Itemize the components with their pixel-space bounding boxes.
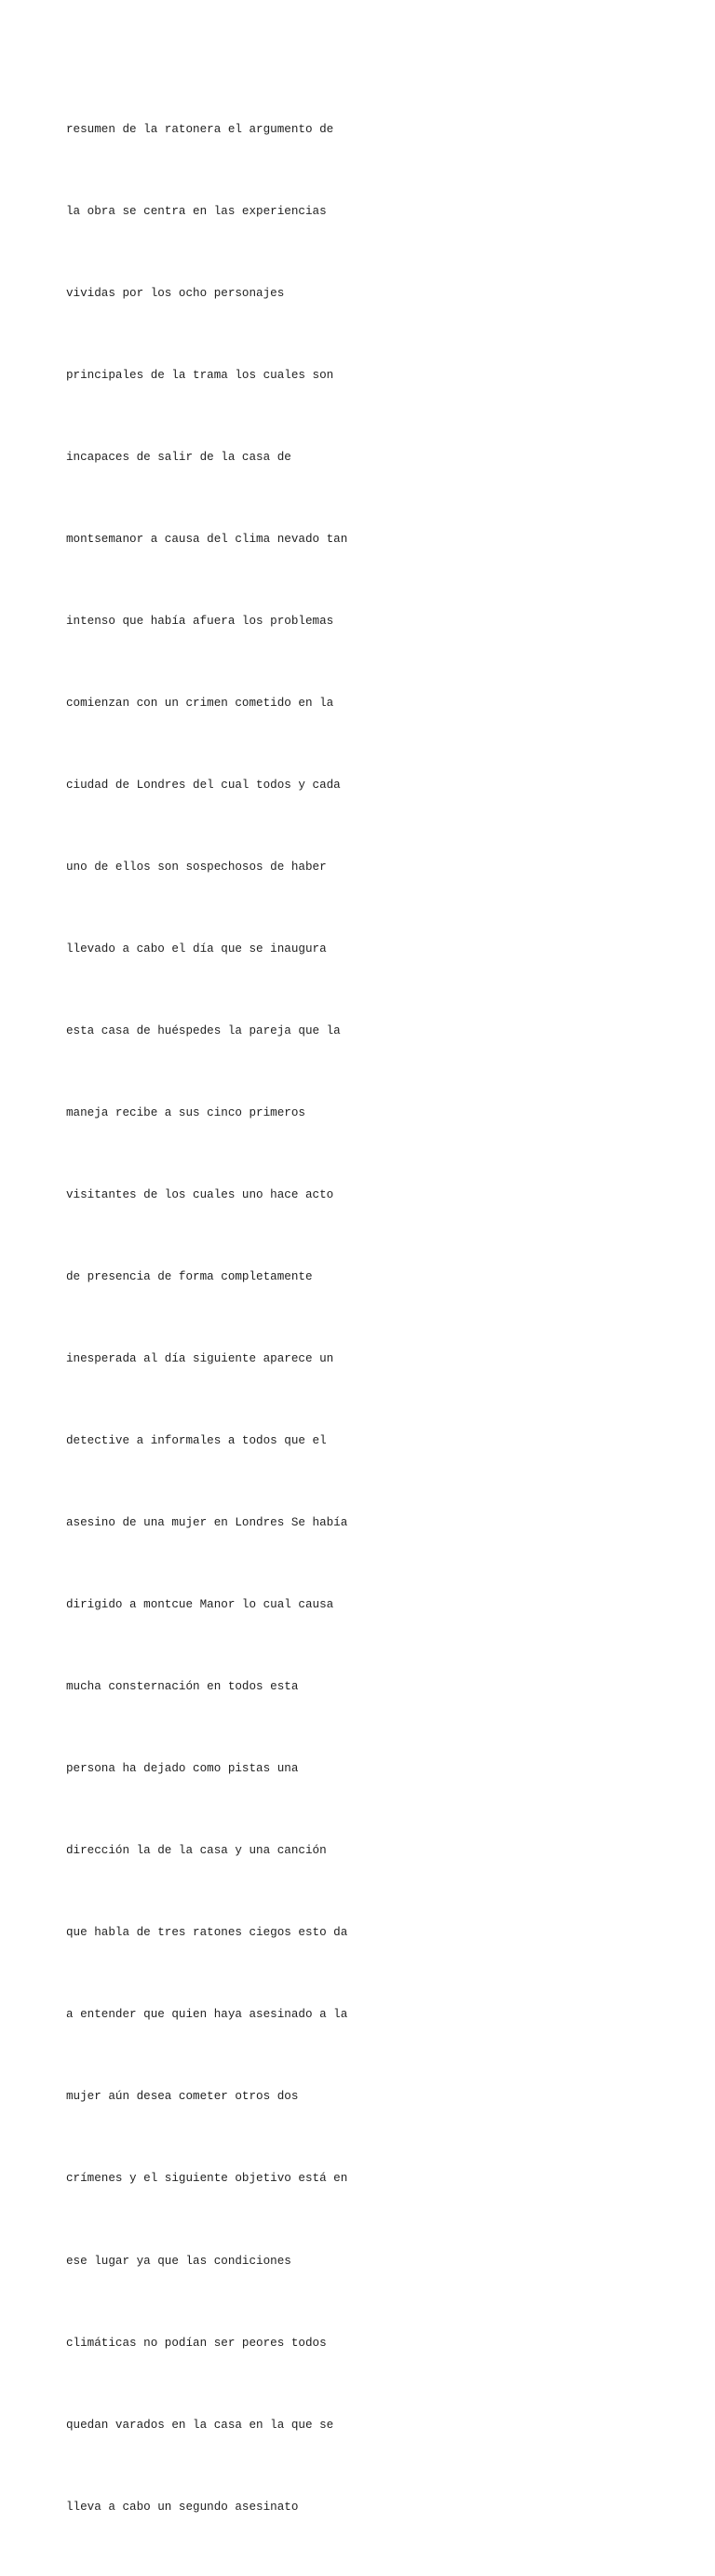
text-line: resumen de la ratonera el argumento de: [66, 122, 334, 136]
text-line: intenso que había afuera los problemas: [66, 614, 334, 628]
text-line: detective a informales a todos que el: [66, 1434, 327, 1448]
text-line: esta casa de huéspedes la pareja que la: [66, 1024, 341, 1038]
text-line: ese lugar ya que las condiciones: [66, 2254, 291, 2268]
text-line: mucha consternación en todos esta: [66, 1680, 299, 1694]
text-line: dirigido a montcue Manor lo cual causa: [66, 1598, 334, 1612]
text-line: dirección la de la casa y una canción: [66, 1844, 327, 1858]
text-line: montsemanor a causa del clima nevado tan: [66, 532, 348, 546]
text-line: maneja recibe a sus cinco primeros: [66, 1106, 305, 1120]
text-line: quedan varados en la casa en la que se: [66, 2418, 334, 2432]
text-line: de presencia de forma completamente: [66, 1270, 313, 1284]
text-line: la obra se centra en las experiencias: [66, 204, 327, 218]
document-body-text: [66, 61, 662, 2576]
text-line: asesino de una mujer en Londres Se había: [66, 1516, 348, 1530]
text-line: a entender que quien haya asesinado a la: [66, 2008, 348, 2022]
text-line: uno de ellos son sospechosos de haber: [66, 860, 327, 874]
text-line: comienzan con un crimen cometido en la: [66, 696, 334, 710]
text-line: persona ha dejado como pistas una: [66, 1762, 299, 1776]
text-line: inesperada al día siguiente aparece un: [66, 1352, 334, 1366]
text-line: mujer aún desea cometer otros dos: [66, 2090, 299, 2104]
text-line: que habla de tres ratones ciegos esto da: [66, 1926, 348, 1940]
text-line: climáticas no podían ser peores todos: [66, 2336, 327, 2350]
text-line: principales de la trama los cuales son: [66, 368, 334, 382]
text-line: visitantes de los cuales uno hace acto: [66, 1188, 334, 1202]
text-line: ciudad de Londres del cual todos y cada: [66, 778, 341, 792]
text-line: lleva a cabo un segundo asesinato: [66, 2500, 299, 2514]
text-line: crímenes y el siguiente objetivo está en: [66, 2172, 348, 2186]
text-line: vividas por los ocho personajes: [66, 286, 285, 300]
text-line: llevado a cabo el día que se inaugura: [66, 942, 327, 956]
text-line: incapaces de salir de la casa de: [66, 450, 291, 464]
